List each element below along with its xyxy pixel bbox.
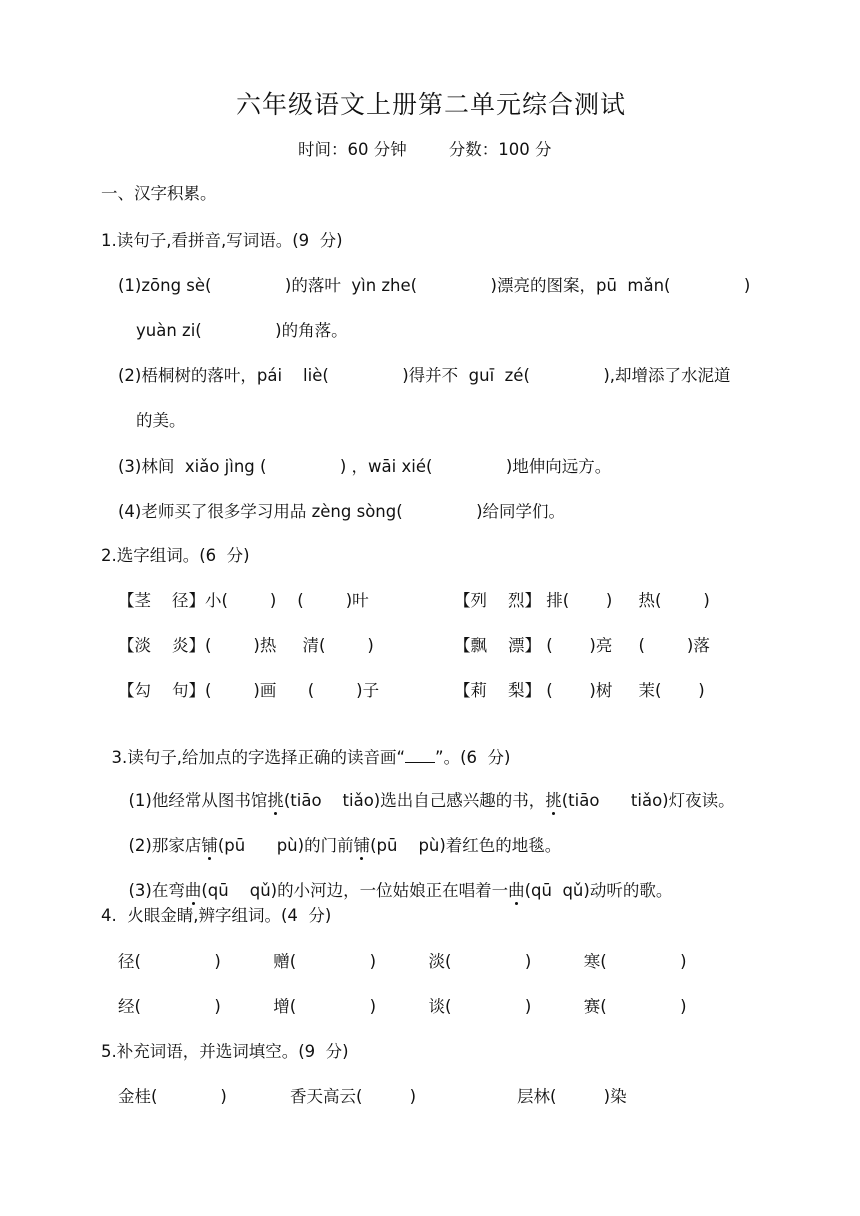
idiom-blank: 金桂( ) bbox=[118, 1087, 227, 1106]
exam-info: 时间：60 分钟 分数：100 分 bbox=[298, 140, 552, 159]
char-compare-row: 经( ) 增( ) 谈( ) 赛( ) bbox=[118, 997, 687, 1016]
word-group-right: 【莉 梨】 ( )树 茉( ) bbox=[454, 681, 705, 700]
word-group-left: 【淡 炎】( )热 清( ) bbox=[118, 636, 374, 655]
question-3-heading bbox=[101, 725, 510, 769]
question-3-line bbox=[118, 813, 561, 857]
section-heading: 一、汉字积累。 bbox=[101, 184, 217, 203]
idiom-blank: 香天高云( ) bbox=[290, 1087, 417, 1106]
page-title: 六年级语文上册第二单元综合测试 bbox=[236, 90, 627, 119]
dotted-character: 曲 bbox=[184, 881, 202, 900]
question-1-heading: 1.读句子,看拼音,写词语。(9 分) bbox=[101, 231, 343, 250]
dotted-character: 铺 bbox=[201, 836, 218, 855]
word-group-left: 【茎 径】小( ) ( )叶 bbox=[118, 591, 369, 610]
question-1-line: (3)林间 xiǎo jìng ( ) ，wāi xié( )地伸向远方。 bbox=[118, 457, 612, 476]
sentence-text: (qū qǔ)动听的歌。 bbox=[524, 881, 673, 900]
dotted-character: 挑 bbox=[267, 791, 284, 810]
question-3-heading-pre: 3.读句子,给加点的字选择正确的读音画“ bbox=[111, 748, 406, 767]
question-4-heading: 4. 火眼金睛,辨字组词。(4 分) bbox=[101, 906, 332, 925]
char-compare-row: 径( ) 赠( ) 淡( ) 寒( ) bbox=[118, 952, 687, 971]
question-1-line: 的美。 bbox=[136, 411, 186, 430]
word-group-right: 【列 烈】 排( ) 热( ) bbox=[454, 591, 710, 610]
dotted-character: 铺 bbox=[353, 836, 371, 855]
question-5-heading: 5.补充词语，并选词填空。(9 分) bbox=[101, 1042, 349, 1061]
dotted-character: 挑 bbox=[545, 791, 562, 810]
question-1-line: (2)梧桐树的落叶，pái liè( )得并不 guī zé( ),却增添了水泥道 bbox=[118, 366, 731, 385]
question-3-line bbox=[118, 768, 735, 812]
dotted-character: 曲 bbox=[508, 881, 525, 900]
question-2-heading: 2.选字组词。(6 分) bbox=[101, 546, 250, 565]
sentence-text: (2)那家店 bbox=[128, 836, 202, 855]
idiom-blank: 层林( )染 bbox=[517, 1087, 627, 1106]
sentence-text: (pū pù)的门前 bbox=[217, 836, 354, 855]
question-1-line: (4)老师买了很多学习用品 zèng sòng( )给同学们。 bbox=[118, 502, 566, 521]
question-1-line: (1)zōng sè( )的落叶 yìn zhe( )漂亮的图案，pū mǎn( ) bbox=[118, 276, 751, 295]
question-3-heading-post: ”。(6 分) bbox=[435, 748, 511, 767]
sentence-text: (qū qǔ)的小河边，一位姑娘正在唱着一 bbox=[201, 881, 509, 900]
word-group-left: 【勾 句】( )画 ( )子 bbox=[118, 681, 380, 700]
sentence-text: (pū pù)着红色的地毯。 bbox=[370, 836, 562, 855]
sentence-text: (tiāo tiǎo)选出自己感兴趣的书， bbox=[283, 791, 546, 810]
question-3-line bbox=[118, 858, 672, 902]
underline-mark bbox=[405, 748, 435, 763]
word-group-right: 【飘 漂】 ( )亮 ( )落 bbox=[454, 636, 710, 655]
sentence-text: (tiāo tiǎo)灯夜读。 bbox=[561, 791, 735, 810]
sentence-text: (3)在弯 bbox=[128, 881, 185, 900]
question-1-line: yuàn zi( )的角落。 bbox=[136, 321, 348, 340]
sentence-text: (1)他经常从图书馆 bbox=[128, 791, 268, 810]
